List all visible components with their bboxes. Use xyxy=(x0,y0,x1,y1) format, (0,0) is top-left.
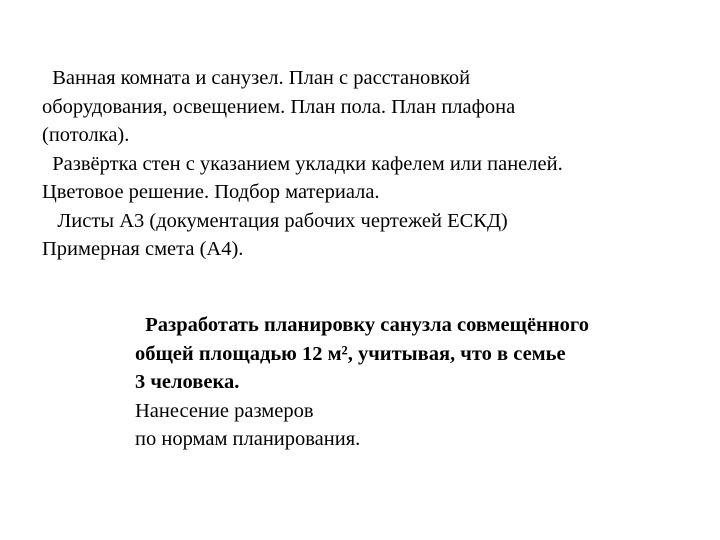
task-bold-line: 3 человека. xyxy=(135,371,240,393)
task-text-block xyxy=(135,311,589,454)
intro-line: Развёртка стен с указанием укладки кафелем или панелей. xyxy=(42,152,563,175)
intro-line: Цветовое решение. Подбор материала. xyxy=(42,181,380,203)
task-line: Нанесение размеров xyxy=(135,399,314,422)
intro-line: Ванная комната и санузел. План с расстановкой xyxy=(42,67,471,89)
intro-line: Листы А3 (документация рабочих чертежей ЕСКД) xyxy=(42,209,508,232)
intro-line: (потолка). xyxy=(42,124,130,146)
task-bold-line: общей площадью 12 м², учитывая, что в семье xyxy=(135,342,566,365)
task-line: по нормам планирования. xyxy=(135,428,361,450)
intro-line: Примерная смета (А4). xyxy=(42,238,244,260)
task-bold-line: Разработать планировку санузла совмещённого xyxy=(135,314,589,336)
intro-text-block xyxy=(42,64,563,264)
intro-line: оборудования, освещением. План пола. План плафона xyxy=(42,95,516,118)
